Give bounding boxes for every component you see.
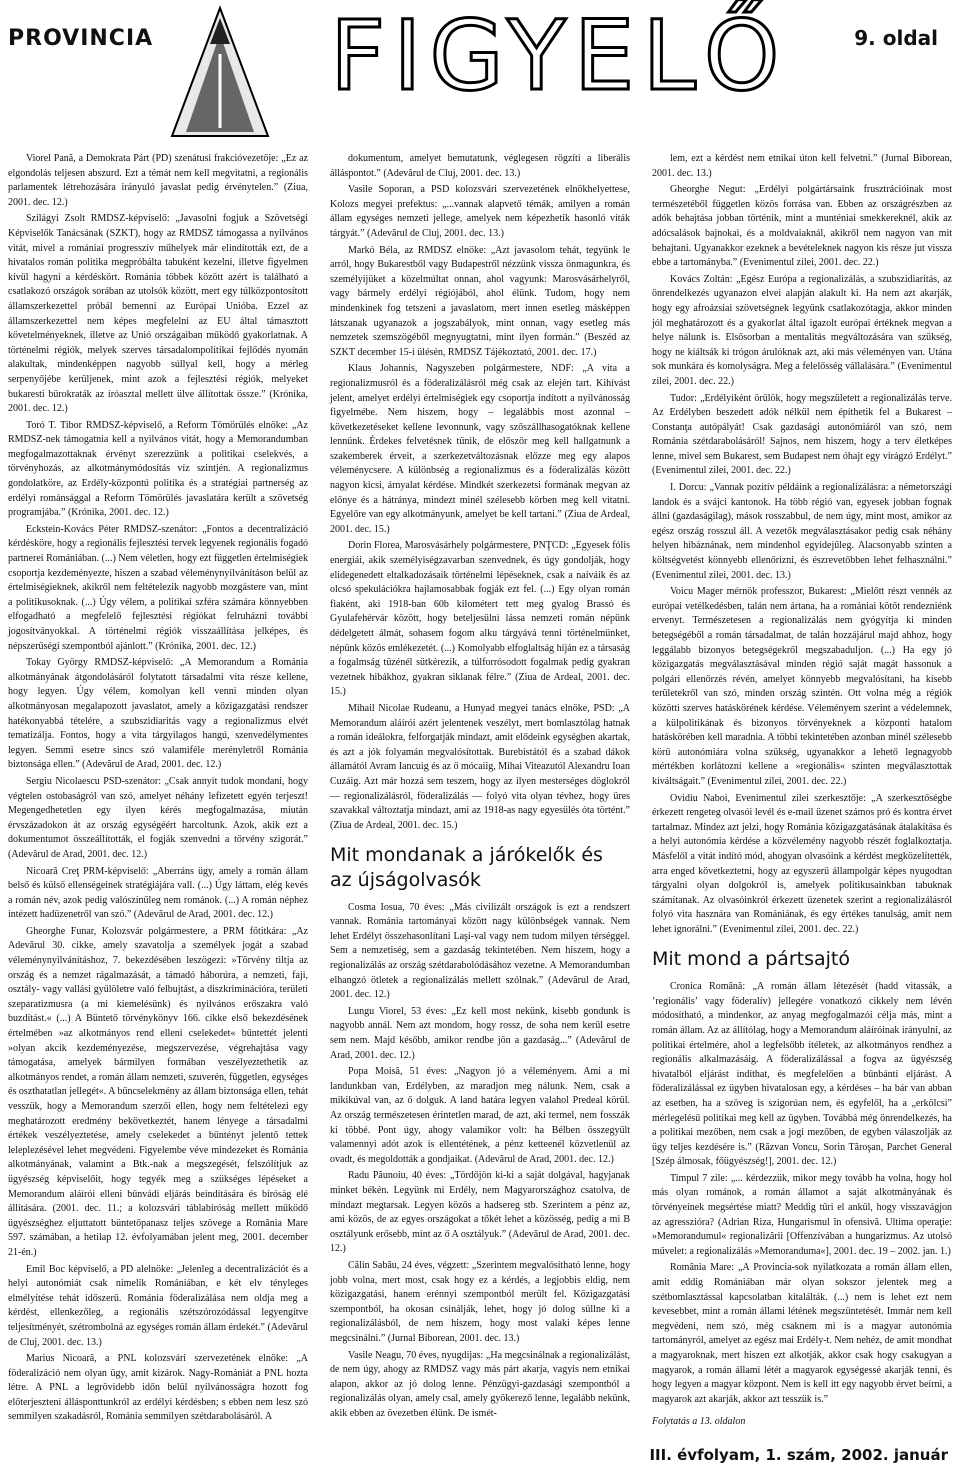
paragraph: Klaus Johannis, Nagyszeben polgármestere, NDF: „A vita a regionalizmusról és a föderalizálásról még csak az elején tart. Kihívást jelent, amelyet erdélyi értelmiségiek egy csoportja indított a nyilvánosság figyelmébe. Nem hiszem, hogy – legalábbis most azonnal – következetéseket kellene levonnunk, vagy szőszállhasogatóknak kellene lennünk. Érdekes felvetésnek tűnik, de először meg kell hallgatnunk a szakemberek érveit, a szerkezetváltozásnak előzze meg egy alapos véleménycsere. A különbség a regionalizmus és a föderalizálás között nagyon kicsi, árnyalat kérdése. Mindkét szerkezetsi formának megvan az előnye és a hátránya, mindezt minél szélesebb körben meg kell vitatni. Egyelőre van egy alkotmányunk, amelyet be kell tartani.” (Ziua de Ardeal, 2001. dec. 15.)	[330, 363, 630, 535]
column-3	[652, 152, 952, 1432]
paragraph: Cosma Iosua, 70 éves: „Más civilizált országok is ezt a rendszert vannak. Románia tartományai között nagy különbségek vannak. Nem lehet Erdélyt összehasonlítani Laşi-val vagy nem tudom milyen térséggel. Sem a nemzetiség, sem a gazdaság tekintetében. Nem hiszem, hogy a regionalizálás az ország szétdarabolódásához vezetne. A Memorandumban elhangzó ötletek a regionalizálás mellett szólnak.” (Adevărul de Arad, 2001. dec. 12.)	[330, 901, 630, 1001]
column-1	[8, 152, 308, 1427]
paragraph: Eckstein-Kovács Péter RMDSZ-szenátor: „Fontos a decentralizáció kérdésköre, hogy a regionális fejlesztési tervek legyenek regionális fogadó partnerei Romániában. (...) Nem véletlen, hogy ezt független értelmiségiek csoportja kezdeményezte, hiszen a szabad véleménynyilvánításon belül az értelmiségieknek, akikről nem feltételezik nagyobb mozgástere van, mint a politikusoknak. (...) Úgy vélem, a politikai szféra számára könnyebben elfogadható a megfelelő fejlesztési régiókat felruházni további jogosítványokkal. A történelmi régiók visszaállítása jelképes, és népszerűségi szempontból ajánlott.” (Krónika, 2001. dec. 12.)	[8, 523, 308, 652]
paragraph: Cronica Română: „A román állam létezését (hadd vitassák, a ’regionális’ vagy föderalív) jellegére vonatkozó cikkely nem lévén módosítható, a mindenkor, az anyag megfogalmazói célja más, mint a román állam. Az az állítólag, hogy a Memorandum aláíróinak irányulni, az politikai értelmére, ahol a legfelsőbb ítéletek, az alkotmányos rendhez a regionális alkalmazásáig. A föderalizálással a fogva az ügyészség hivatalból eljárást indíthat, és megfelelően a bűnbánti eljárást. A föderalizálással ez ügyben hivatalosan egy, a kérdéses – ha bár van abban az esetben, ha a szöveg is szigorúan nem, és egyfelől, ha a „erkölcsi” mérlegelésű politikai meg kell az ügyben. Továbbá még önrendelkezés, ha a politikai mezőben, nem csak a jogi mezőben, de egyben válaszolják az ügy teljes kezdésére is.” (Răzvan Voncu, Sorin Tăroşan, Parchet General [Szép álmosak, főügyészség!], 2001. dec. 12.)	[652, 981, 952, 1168]
section-heading: Mit mond a pártsajtó	[652, 948, 850, 971]
paragraph: Mihail Nicolae Rudeanu, a Hunyad megyei tanács elnöke, PSD: „A Memorandum aláírói azért jelentenek veszélyt, mert bomlasztólag hatnak a román ideálokra, felforgatják mindazt, amit elődeink egységben akartak, és azt a jók folyamán megvalósítottak. Burebistától és a szabad dákok államától Avram Iancuig és az ő mócaiig, Mihai Viteazutól Alexandru Ioan Cuzáig. Azt már hozzá sem teszem, hogy az ilyen mesterséges döglokról — regionalizálásról, föderalizálás — folyó vita olyan tévhez, hogy üres szavakkal változtatja mindazt, ami az 1918-as nagy egyesülés óta történt.” (Ziua de Ardeal, 2001. dec. 15.)	[330, 702, 630, 831]
paragraph: Vasile Soporan, a PSD kolozsvári szervezetének elnökhelyettese, Kolozs megyei prefektus: „...vannak alapvető témák, amilyen a román állam egységes nemzeti jellege, amelyek nem képezhetik hasonló viták tárgyát.” (Adevărul de Cluj, 2001. dec. 13.)	[330, 184, 630, 239]
masthead	[0, 0, 960, 140]
paragraph: Markó Béla, az RMDSZ elnöke: „Azt javasolom tehát, tegyünk le arról, hogy Bukarestből vagy Budapestről nézzünk vissza önmagunkra, és személyijüket a közelmúltat onnan, ahol vagyunk: Marosvásárhelyről, vagy bármely erdélyi régiójából, ahol élünk. Tudom, hogy nem mindenkinek fog tetszeni a javaslatom, mert innen esetleg másképpen látszanak ugyanazok a jogszabályok, mint onnan, vagy esetleg más nemzetek szemszögéből megnyugtatni, mint ilyen formán.” (Beszéd az SZKT december 15-i ülésén, RMDSZ Tájékoztató, 2001. dec. 17.)	[330, 244, 630, 358]
paragraph: Kovács Zoltán: „Egész Európa a regionalizálás, a szubszidiaritás, az önrendelkezés ugyanazon elvei alapján alakult ki. Ha nem azt akarják, hogy egy afroázsiai szövetségnek legyünk csatlakozótagja, akkor minden jól meghatározott és a gyakorlat által igazolt európai értéknek megvan a helye nálunk is. Elsősorban a mentalitás megváltozására van szükség, hogy ne kiáltsák ki trógon árulóknak azt, aki más véleményen van. Utána sok munkára és komolyságra. Meg a felelősség vállalására.” (Evenimentul zilei, 2001. dec. 22.)	[652, 273, 952, 387]
paragraph: Voicu Mager mérnök professzor, Bukarest: „Mielőtt részt vennék az európai vetélkedésben, talán nem ártana, ha a romániai kötőt rendezniénk ervenyt. Természetesen a regionalizálás nem gyógyítja ki minden betegségéből a román társadalmat, de talán hozzájárul majd ahhoz, hogy leggálabb bizonyos betegségekről megszabaduljon. (...) Ha egy jó közigazgatás megválasztásával minden régió saját magát hassonuk a polgári ellenőrzés révén, amelyet könnyebb megvalósítani, ha kisebb területekről van szó, minden ország szintén. Ott volna még a régiók közötti szerves hatáskörének kérdése. Véleményem szerint a védelemnek, a külpolitikának és bizonyos törvényeknek a központi hatalom hatáskörében kell maradnia. A többi tekintetében azonban minél szélesebb körű autonómiára volna szükség, ugyanakkor a lehető legnagyobb mértékben korlátozni kellene a »regionális« szinten megválasztottak kiváltságait.” (Evenimentul zilei, 2001. dec. 22.)	[652, 586, 952, 787]
paragraph: Dorin Florea, Marosvásárhely polgármestere, PNŢCD: „Egyesek fólis energiái, akik személyiségzavarban szenvednek, és úgy gondolják, hogy elidegenedett eltalkadozásaik történelmi lépéseknek, csak a naiváik és az olcsó spekulációkra hajlamosabbak fogják ezt fel. (...) Egy olyan román fiaként, aki 1918-ban 60b kilométert tett meg gyalog Brassó és Gyulafehérvár között, hogy beteljesülni lássa nemzeti román népünk dédelgetett álmát, sohasem fogom alku tárgyává tenni történelmünket, népünk közös emlékezetét. (...) Komolyabb elfoglaltság híján ez a társaság a fogalmság tüzénél sütkérezik, a túlforrósodott fogalmak pedig gyakran vezetnek hibákhoz, gyakran siklanak félre.” (Ziua de Ardeal, 2001. dec. 15.)	[330, 540, 630, 698]
paragraph: România Mare: „A Provincia-sok nyilatkozata a román állam ellen, amit eddig Romániában már olyan sokszor jelentek meg a szétbomlasztással kapcsolatban kitalálták. (...) nem is lehet ezt nem kevesebbet, mint a román állami létének megszüntetését. Immár nem kell megvédeni, nem szó, még csaknem mi is a magyar autonómia tartományról, amelyet az egész mai Erdély-t. Nem nehéz, de amit mondhat a magyaroknak, mert hiszen ezt alkotják, akkor csak hogy csakugyan a magyarok, a román állami létét a magyarok egységessé akarják tenni, és hogy legyen a magyar központ. Nem is kell itt egy nagyobb érvet beírni, a magyarok azt akarják, akkor azt tesszük is.”	[652, 1262, 952, 1405]
paragraph: Szilágyi Zsolt RMDSZ-képviselő: „Javasolni fogjuk a Szövetségi Képviselők Tanácsának (SZKT), hogy az RMDSZ támogassa a nyilvános vitát, mivel a romániai progresszív műhelyek már elindították ezt, de a hivatalos román politika megpróbálta tabuként kezelni, illetve figyelmen kívül hagyni a kérdéskört. Románia többek között azért is található a csatlakozó országok sorában az utolsók között, mert egy túlközpontosított államszerkezettel próbál bemenni az Európai Unióba. Ezzel az államszerkezettel nem képes megfelelni az EU által támasztott követelményeknek, illetve az Unió országaiban működő gyakorlatnak. A történelmi régiók, melyek szerves társadalompolitikai fejlődés nyomán alakultak, mindenképpen nagyobb súllyal kell, hogy a mérleg serpenyőjébe kerüljenek, mint azok a fejlesztési régiók, melyeket bukaresti bürokraták az íróasztal mellett ülve állítottak össze.” (Krónika, 2001. dec. 12.)	[8, 213, 308, 415]
paragraph: Timpul 7 zile: „... kérdezzük, mikor megy tovább ha volna, hogy hol más olyan románok, a román államot a saját alkotmányának és törvényeinek megsértése miatt? Meddig tűri el ankül, hogy visszavágjon az agresszióra? (Adrian Riza, Hungarismul în ofensivă. Ultima operaţie: »Memorandumul« regionalizării [Offenzívában a hungarizmus. Az utolsó művelet: a regionalizálás »Memoranduma«], 2001. dec. 19 – 2002. jan. 1.)	[652, 1172, 952, 1257]
paragraph: Marius Nicoară, a PNL kolozsvári szervezetének elnöke: „A föderalizáció nem olyan ügy, amit kizárok. Nagy-Romániát a PNL hozta létre. A PNL a legrövidebb időn belül nyilvánosságra hozott fog előterjeszteni állásponttunkról az erdélyi kérdésben; s ebben nem lesz szó semmilyen szakadásról, Románia semmilyen szétdarabolásáról. A	[8, 1353, 308, 1423]
paragraph: Emil Boc képviselő, a PD alelnöke: „Jelenleg a decentralizációt és a helyi autonómiát csak nimelik Romániában, e két elv tényleges elmélyítése tehát időszerű. Románia föderalizálása nem oldja meg a kérdést, ellenkezőleg, a regionális szétszórozódással legyengítve teljesítményét, szétrombolná az egységes román állam érdekét.” (Adevărul de Cluj, 2001. dec. 13.)	[8, 1263, 308, 1348]
page-number: 9. oldal	[854, 26, 938, 50]
paragraph: Viorel Pană, a Demokrata Párt (PD) szenátusi frakcióvezetője: „Ez az elgondolás teljesen abszurd. Ezt a témát nem kell megvitatni, a regionális parlamentek létrehozására irányuló javaslat pedig érvénytelen.” (Ziua, 2001. dec. 12.)	[8, 153, 308, 208]
metronome-figure-icon	[150, 4, 290, 140]
column-2	[330, 152, 630, 1423]
paragraph: Tudor: „Erdélyiként örülök, hogy megszületett a regionalizálás terve. Az Erdélyben beszedett adók nélkül nem építhetik fel a Bukarest – Constanţa autópályát! Csak gazdasági autonómiáról van szó, nem Románia szétdarabolásáról! Sajnos, nem hiszem, hogy a terv életképes lenne, mivel sem Bukarest, sem Budapest nem óhajt egy virágzó Erdélyt.” (Evenimentul zilei, 2001. dec. 22.)	[652, 392, 952, 477]
page-title: FIGYELŐ	[330, 0, 788, 112]
paragraph: I. Dorcu: „Vannak pozitív példáink a regionalizálásra: a németországi landok és a svájci kantonok. Ha több régió van, egyesek jobban fognak állni (gazdaságilag), mások rosszabbul, de nem úgy, mint most, amikor az egész ország rosszul áll. A vezetők megválasztásakor pedig csak néhány helyen hibáznának, nem mindenhol egyidejűleg. Alacsonyabb szinten a költségvetést könnyebb ellenőrizni, és észrevetőbben lehet felhasználni.” (Evenimentul zilei, 2001. dec. 13.)	[652, 482, 952, 581]
paragraph: Tokay György RMDSZ-képviselő: „A Memorandum a Románia alkotmányának átgondolásáról folytatott társadalmi vita része kellene, hogy legyen. Úgy vélem, komolyan kell venni minden olyan alkotmányosan megalapozott javaslatot, amely a közigazgatási rendszer hatékonyabbá tételére, a szubszidiaritás vagy a regionalizmus elvét tematizálja. Fontos, hogy a vita tárgyilagos hangú, szenvedélymentes legyen. Semmi esetre sincs szó valamiféle merényletről Románia biztonsága ellen.” (Adevărul de Arad, 2001. dec. 12.)	[8, 657, 308, 771]
paragraph: lem, ezt a kérdést nem etnikai úton kell felvetni.” (Jurnal Biborean, 2001. dec. 13.)	[652, 153, 952, 179]
paragraph: Lungu Viorel, 53 éves: „Ez kell most nekünk, kisebb gondunk is nagyobb annál. Nem azt mondom, hogy rossz, de soha nem kerül esetre sem nem. Majd később, amikor rendbe jön a gazdaság...” (Adevărul de Arad, 2001. dec. 12.)	[330, 1005, 630, 1061]
paragraph: dokumentum, amelyet bemutatunk, véglegesen rögzíti a liberális álláspontot.” (Adevărul de Cluj, 2001. dec. 13.)	[330, 153, 630, 179]
section-heading: Mit mondanak a járókelők és az újságolvasók	[330, 844, 603, 891]
paragraph: Vasile Neagu, 70 éves, nyugdíjas: „Ha megcsinálnak a regionalizálást, de nem úgy, ahogy az RMDSZ vagy más párt akarja, vagyis nem etnikai alapon, akkor az jó dolog lenne. Pénzügyi-gazdasági szempontból a regionalizálás olyan, amely csal, amely gyökerező lenne, legalább nekünk, akik ebben az övezetben élünk. De ismét-	[330, 1349, 630, 1419]
paragraph: Toró T. Tibor RMDSZ-képviselő, a Reform Tömörülés elnöke: „Az RMDSZ-nek támogatnia kell a nyilvános vitát, hogy a Memorandumban megfogalmazottaknak érvényt szerezzünk a politikai cselekvés, a törvényhozás, az alkotmánymódosítás víz szintjén. A regionalizmus gondolatköre, az Erdély-központú politika és a stratégiai partnerség az erdélyi románsággal a Reform Tömörülés javaslatára került a szövetség programjába.” (Krónika, 2001. dec. 12.)	[8, 419, 308, 519]
paragraph: Popa Moisă, 51 éves: „Nagyon jó a véleményem. Ami a mi landunkban van, Erdélyben, az maradjon meg nálunk. Nem, csak a mikikúval van, az ő dolguk. A land határa legyen valahol Predeal körül. Az ország természetesen érintetlen marad, de azt, aki termel, nem fosszák ki többé. Pont úgy, ahogy valamikor volt: ha Bélben összegyűlt valamennyi adót azok is ellentétének, a pénz ketteenél közvetlenül az ovadt, és megoldották a gondjaikat. (Adevărul de Arad, 2001. dec. 12.)	[330, 1066, 630, 1165]
paragraph: Radu Păunoiu, 40 éves: „Tördőjön ki-ki a saját dolgával, hagyjanak minket békén. Legyünk mi Erdély, nem Magyarországhoz csatolva, de mindazt megtarsak. Legyen közös a hadsereg stb. Szerintem a pénz az, ami közös, de az egyes országokat a tőkét lehet a közösség, pedig a mi B osztályunk erősebb, mint az ő A osztályuk.” (Adevărul de Arad, 2001. dec. 12.)	[330, 1170, 630, 1255]
paragraph: Ovidiu Naboi, Evenimentul zilei szerkesztője: „A szerkesztőségbe érkezett rengeteg olvasói levél és e-mail üzenet számos pró és kontra érvet tartalmaz. Mindez azt jelzi, hogy Románia közigazgatásának átalakítása és a helyi autonómia kérdése a közvélemény nagyobb részét foglalkoztatja. Másfelől a vitát indító mód, ahogyan olvasóink a kérdést megközelítették, arra enged következtetni, hogy az egyszerű állampolgár képes nyugodtan tárgyalni olyan dolgokról is, amelyek politikusainkban tabuknak számítanak. Az olvasóinkról érkezett üzenetek szerint a regionalizálásról folyó vita hasznára van Romániának, és egy értékes tanulság, amit nem lehet ignorálni.” (Evenimentul zilei, 2001. dec. 22.)	[652, 792, 952, 935]
paragraph: Gheorghe Funar, Kolozsvár polgármestere, a PRM főtitkára: „Az Adevărul 30. cikke, amely szavatolja a személyek jogát a szabad véleménynyilvánításhoz, 7. bekezdésében leszögezi: »Törvény tiltja az ország és a nemzet rágalmazását, a támadó háborúra, a nemzeti, faji, osztály- vagy vallási gyűlöletre való felbujtást, a diszkriminációra, területi szeparatizmusra (a mi kiemelésünk) és nyilvános erőszakra való buzdítást.« (...) A Büntető törvénykönyv 166. cikke első bekezdésének értelmében »az alkotmányos rend elleni cselekedet« bűntettét jelenti »olyan akcik kezdeményezése, megszervezése, végrehajtása vagy támogatása, amelyek bármilyen formában veszélyeztethetik az alkotmányos rendet, a román állam nemzeti, szuverén, független, egységes és oszthatatlan jellegét«. A bűncselekmény az állam biztonsága ellen, tehát vesszük, hogy a Memorandum szerzői ellen, hogy nem feltételezi egy meghatározott eredmény bekövetkeztét, hanem lényege a társadalmi értékek veszélyeztetése, amely cselekedet a bűntényt jelentő tettek leleplezésével lehet megvédeni. Figyelembe véve mindezeket és Románia alkotmányának, valamint a Btk.-nak a megszegését, felszólítjuk az ügyészség képviselőit, hogy tegyék meg a szükséges lépéseket a Memorandum aláírói elleni bűnvádi eljárás beindítására és bíróság elé állítására. (2001. dec. 11.; a kolozsvári táblabíróság mellett működő ügyészséghez eljuttatott büntetőpanasz teljes szövege a România Mare 597. számában, a hetilap 12. évfolyamában jelent meg, 2001. december 21-én.)	[8, 925, 308, 1258]
brand-logo: PROVINCIA	[8, 26, 154, 51]
paragraph: Sergiu Nicolaescu PSD-szenátor: „Csak annyit tudok mondani, hogy végtelen ostobaságról van szó, amelyet néhány lefizetett egyén terjeszt! Megengedhetetlen egy ilyen kérés megfogalmazása, miután érvszázadokon át az ország egységéért harcoltunk. Azok, akik ezt a dokumentumot összeállították, el fogják szenvedni a törvény szigorát.” (Adevărul de Arad, 2001. dec. 12.)	[8, 775, 308, 860]
issue-footer: III. évfolyam, 1. szám, 2002. január	[649, 1446, 948, 1464]
paragraph: Nicoară Creţ PRM-képviselő: „Aberráns ügy, amely a román állam belső és külső ellenségeinek stratégiájára vall. (...) Úgy láttam, elég kevés a román név, azok pedig valószínűleg nem románok. (...) A román néphez intézett hadüzenetről van szó.” (Adevărul de Arad, 2001. dec. 12.)	[8, 865, 308, 921]
continued-note: Folytatás a 13. oldalon	[652, 1416, 746, 1428]
paragraph: Călin Sabău, 24 éves, végzett: „Szerintem megvalósítható lenne, hogy jobb volna, mert most, csak hogy ez a kérdés, a legjobbis eldig, nem közigazgatási, hanem erénnyi szempontból merült fel. Közigazgatási szempontból, ha okosan csinálják, lehet, hogy jó dolog süllne ki a regionalizálásból, de nem hiszem, hogy most valaki képes lenne megcsinálni.” (Jurnal Biborean, 2001. dec. 13.)	[330, 1259, 630, 1344]
paragraph: Gheorghe Negut: „Erdélyi polgártársaink frusztrációinak most természetéből független közös forrása van. Ebben az országrészben az adók behajtása jobban történik, mint a munténiai smekkereknél, akik az adócsalások bajnokai, és a moldvaiaknál, akikről nem nagyon van mit behajtani. Ugyanakkor ezeknek a bevételeknek nagyon kis része jut vissza ebbe a tartományba.” (Evenimentul zilei, 2001. dec. 22.)	[652, 184, 952, 269]
